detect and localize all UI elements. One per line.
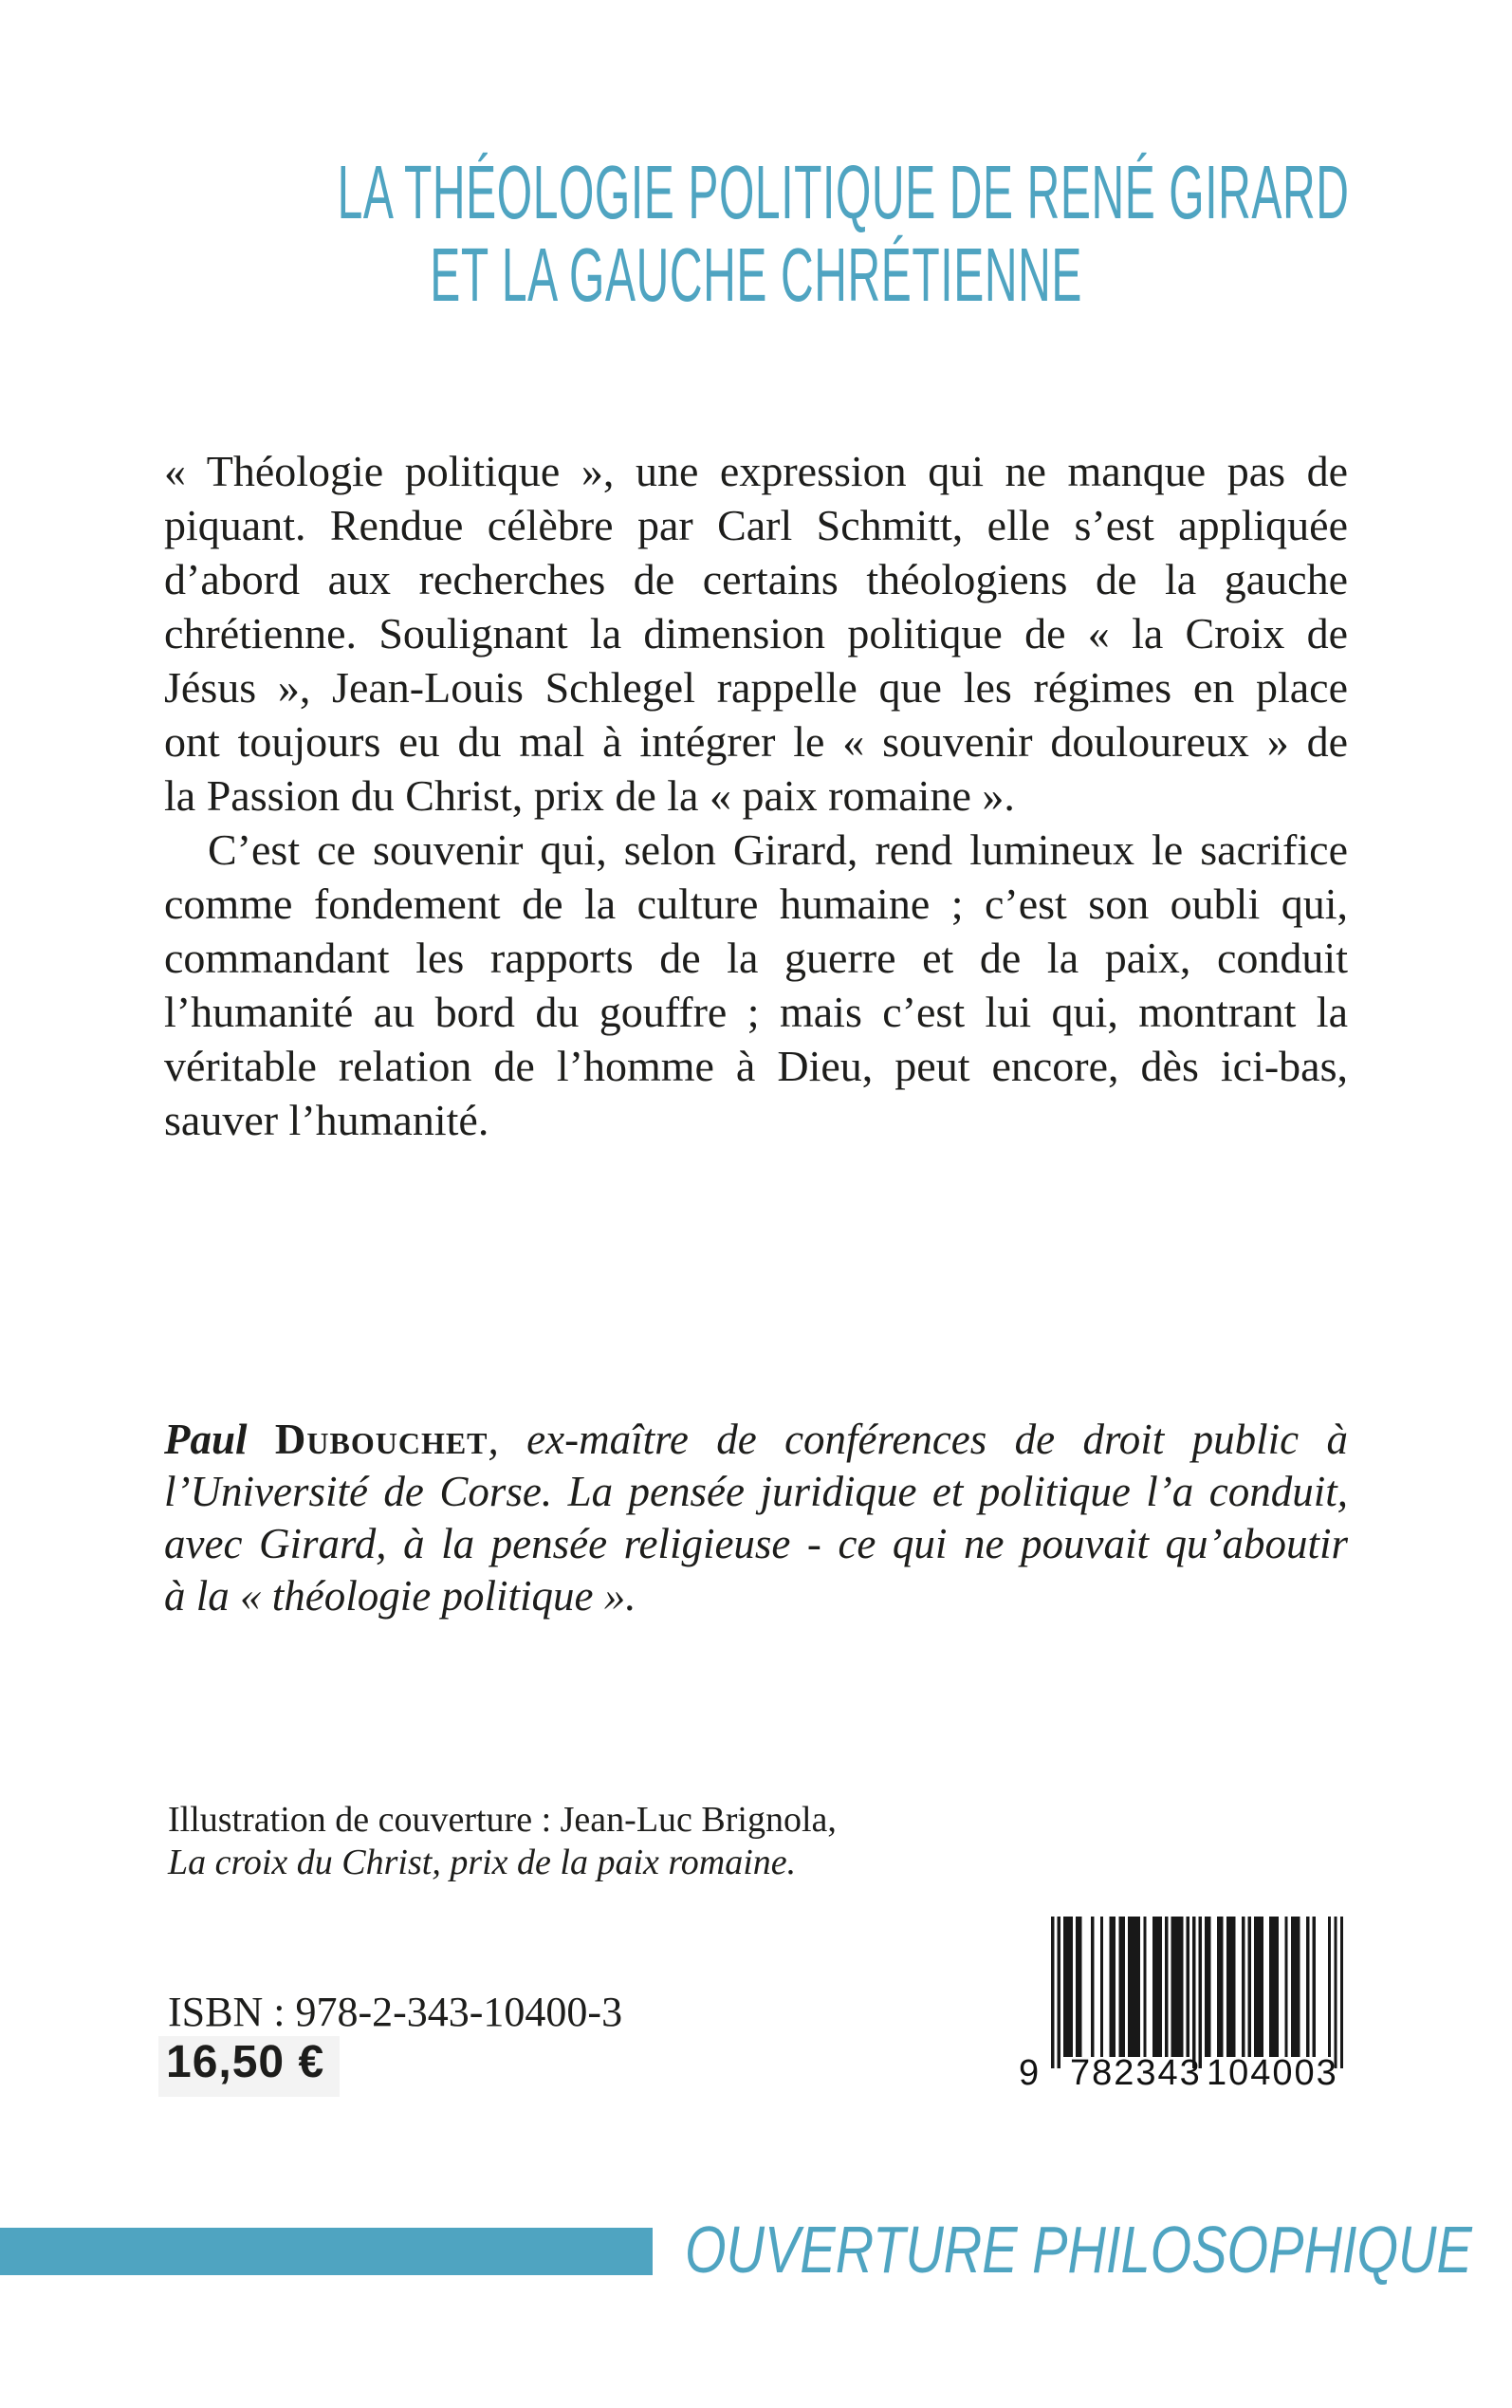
author-first-name: Paul [164,1416,248,1463]
author-last-name: Dubouchet [274,1416,489,1463]
text-line: avec Girard, à la pensée religieuse - ce qui ne pouvait qu’aboutir [164,1520,1348,1567]
cover-credit-line-2: La croix du Christ, prix de la paix romaine. [168,1843,797,1882]
price-box [158,2036,340,2097]
page-title [0,151,1512,316]
text-line: l’Université de Corse. La pensée juridique et politique l’a conduit, [164,1468,1348,1515]
author-bio-line-1 [164,1414,1348,1466]
text-line: commandant les rapports de la guerre et de la paix, conduit [164,934,1348,982]
text-line: véritable relation de l’homme à Dieu, peut encore, dès ici-bas, [164,1042,1348,1090]
author-bio-rest [164,1466,1348,1622]
synopsis [164,444,1348,1147]
isbn-label: ISBN : 978-2-343-10400-3 [168,1989,623,2035]
title-line-1: LA THÉOLOGIE POLITIQUE DE RENÉ GIRARD [337,150,1350,234]
series-title: OUVERTURE PHILOSOPHIQUE [685,2213,1472,2287]
price-label: 16,50 € [166,2037,325,2087]
text-line: C’est ce souvenir qui, selon Girard, rend lumineux le sacrifice [208,825,1348,874]
barcode-right-digits: 104003 [1207,2053,1338,2093]
synopsis-paragraph-2 [164,823,1348,1147]
title-line-2: ET LA GAUCHE CHRÉTIENNE [430,232,1082,317]
barcode-left-digits: 782343 [1070,2053,1202,2093]
synopsis-paragraph-1 [164,444,1348,823]
barcode-lead-digit: 9 [1019,2053,1042,2093]
text-line: Jésus », Jean-Louis Schlegel rappelle que les régimes en place [164,663,1348,712]
author-bio-line-1-rest: , ex-maître de conférences de droit public à [488,1416,1348,1463]
text-line: d’abord aux recherches de certains théologiens de la gauche [164,555,1348,603]
text-line: piquant. Rendue célèbre par Carl Schmitt, elle s’est appliquée [164,501,1348,549]
cover-credit [168,1799,1116,1884]
author-bio [164,1414,1348,1622]
text-line: « Théologie politique », une expression qui ne manque pas de [164,447,1348,495]
text-line: ont toujours eu du mal à intégrer le « souvenir douloureux » de [164,717,1348,766]
text-line: sauver l’humanité. [164,1096,489,1144]
cover-credit-line-1: Illustration de couverture : Jean-Luc Brignola, [168,1800,837,1840]
text-line: comme fondement de la culture humaine ; c’est son oubli qui, [164,880,1348,928]
text-line: l’humanité au bord du gouffre ; mais c’est lui qui, montrant la [164,988,1348,1036]
text-line: chrétienne. Soulignant la dimension politique de « la Croix de [164,609,1348,658]
text-line: à la « théologie politique ». [164,1572,636,1620]
ean-barcode [1051,1917,1343,2068]
text-line: la Passion du Christ, prix de la « paix romaine ». [164,771,1015,820]
series-color-band [0,2228,653,2275]
